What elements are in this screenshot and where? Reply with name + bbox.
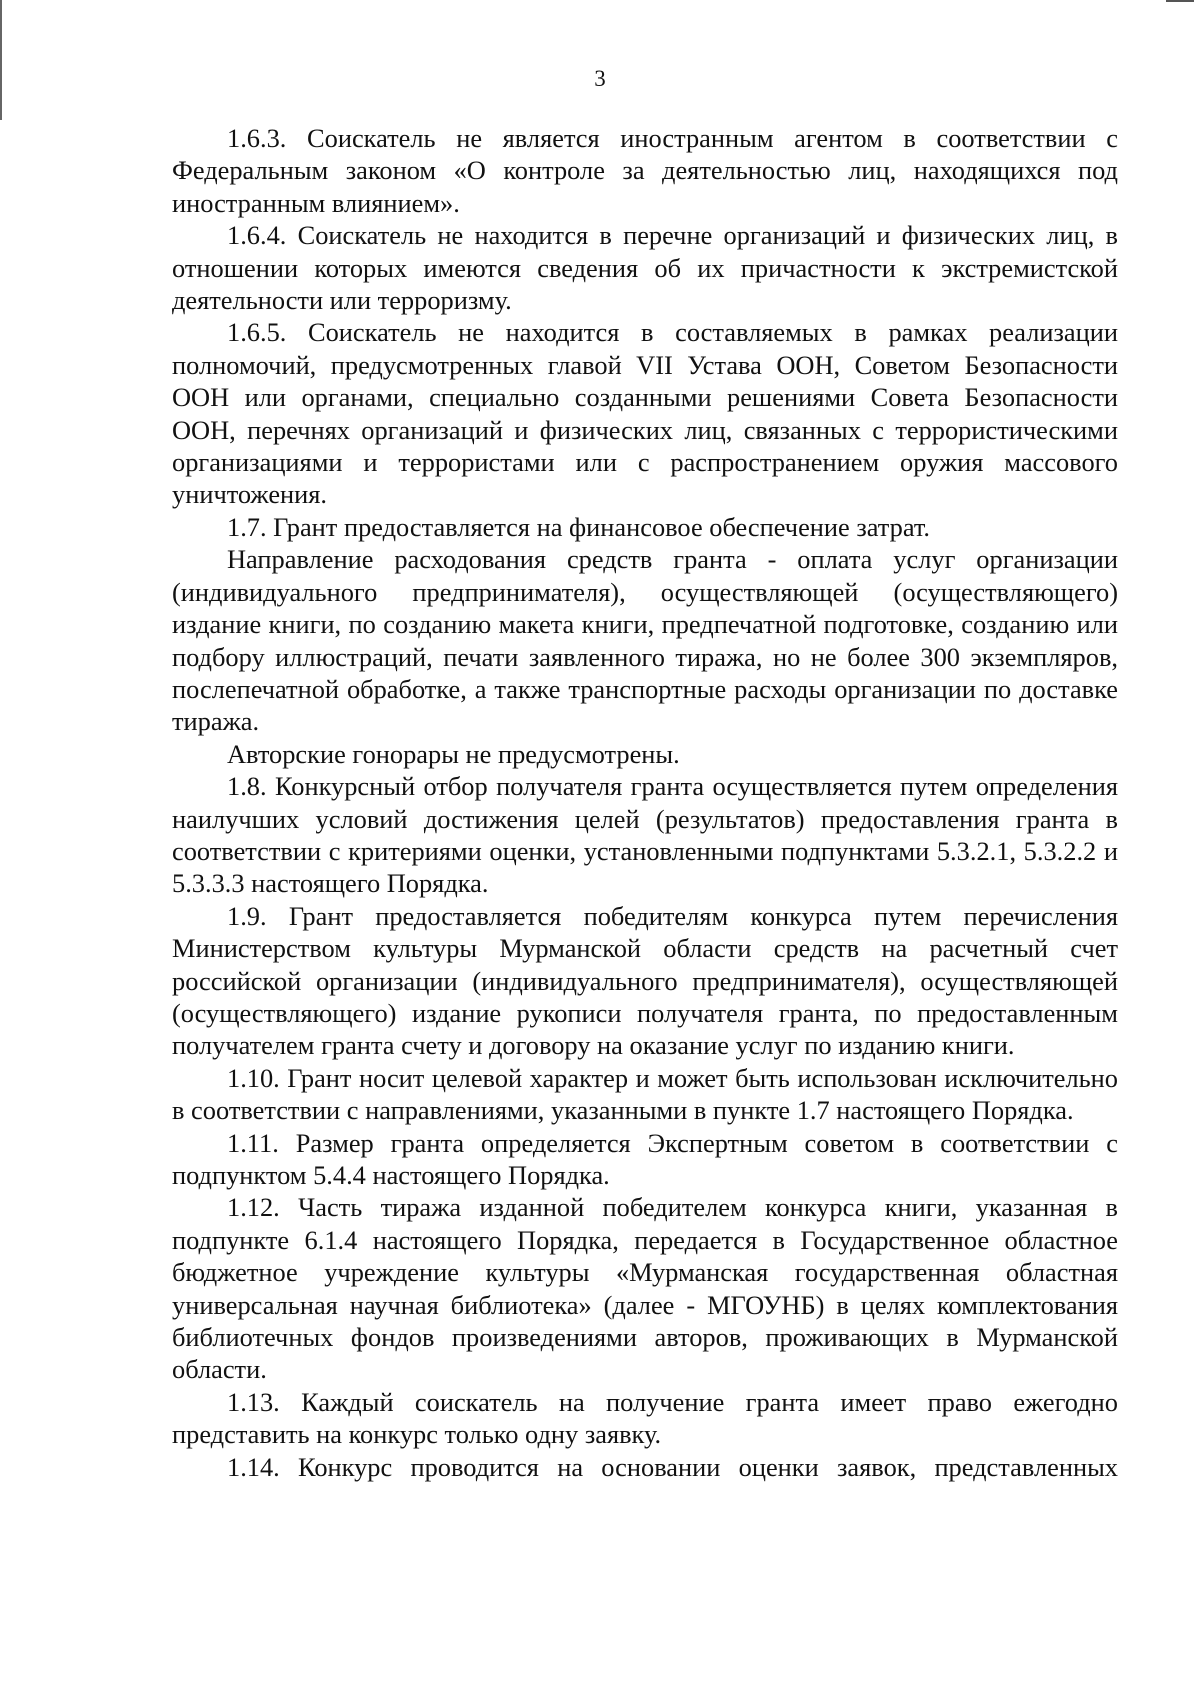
document-body bbox=[172, 122, 1118, 1483]
paragraph-1-11: 1.11. Размер гранта определяется Экспертным советом в соответствии с подпунктом 5.4.4 настоящего Порядка. bbox=[172, 1127, 1118, 1190]
scan-corner-mark bbox=[1166, 0, 1194, 2]
paragraph-1-12: 1.12. Часть тиража изданной победителем конкурса книги, указанная в подпункте 6.1.4 настоящего Порядка, передается в Государственное областное бюджетное учреждение культуры «Мурманская государственная областная универсальная научная библиотека» (далее - МГОУНБ) в целях комплектования библиотечных фондов произведениями авторов, проживающих в Мурманской области. bbox=[172, 1192, 1118, 1385]
page-number: 3 bbox=[594, 66, 606, 91]
paragraph-1-7: 1.7. Грант предоставляется на финансовое обеспечение затрат. bbox=[227, 511, 931, 542]
paragraph-1-14: 1.14. Конкурс проводится на основании оценки заявок, представленных bbox=[227, 1451, 1118, 1482]
paragraph-1-10: 1.10. Грант носит целевой характер и может быть использован исключительно в соответствии с направлениями, указанными в пункте 1.7 настоящего Порядка. bbox=[172, 1062, 1118, 1126]
scan-edge-mark bbox=[0, 0, 2, 120]
paragraph-spending-direction: Направление расходования средств гранта - оплата услуг организации (индивидуального предпринимателя), осуществляющей (осуществляющего) издание книги, по созданию макета книги, предпечатной подготовке, созданию или подбору иллюстраций, печати заявленного тиража, но не более 300 экземпляров, послепечатной обработке, а также транспортные расходы организации по доставке тиража. bbox=[172, 544, 1118, 737]
paragraph-1-8: 1.8. Конкурсный отбор получателя гранта осуществляется путем определения наилучших условий достижения целей (результатов) предоставления гранта в соответствии с критериями оценки, установленными подпунктами 5.3.2.1, 5.3.2.2 и 5.3.3.3 настоящего Порядка. bbox=[172, 771, 1118, 899]
paragraph-author-fees: Авторские гонорары не предусмотрены. bbox=[227, 738, 680, 769]
paragraph-1-6-4: 1.6.4. Соискатель не находится в перечне организаций и физических лиц, в отношении которых имеются сведения об их причастности к экстремистской деятельности или терроризму. bbox=[172, 220, 1118, 316]
paragraph-1-9: 1.9. Грант предоставляется победителям конкурса путем перечисления Министерством культуры Мурманской области средств на расчетный счет российской организации (индивидуального предпринимателя), осуществляющей (осуществляющего) издание рукописи получателя гранта, по предоставленным получателем гранта счету и договору на оказание услуг по изданию книги. bbox=[172, 900, 1118, 1061]
paragraph-1-13: 1.13. Каждый соискатель на получение гранта имеет право ежегодно представить на конкурс только одну заявку. bbox=[172, 1386, 1118, 1450]
paragraph-1-6-3: 1.6.3. Соискатель не является иностранным агентом в соответствии с Федеральным законом «О контроле за деятельностью лиц, находящихся под иностранным влиянием». bbox=[172, 123, 1118, 218]
paragraph-1-6-5: 1.6.5. Соискатель не находится в составляемых в рамках реализации полномочий, предусмотренных главой VII Устава ООН, Советом Безопасности ООН или органами, специально созданными решениями Совета Безопасности ООН, перечнях организаций и физических лиц, связанных с террористическими организациями и террористами или с распространением оружия массового уничтожения. bbox=[172, 317, 1118, 510]
